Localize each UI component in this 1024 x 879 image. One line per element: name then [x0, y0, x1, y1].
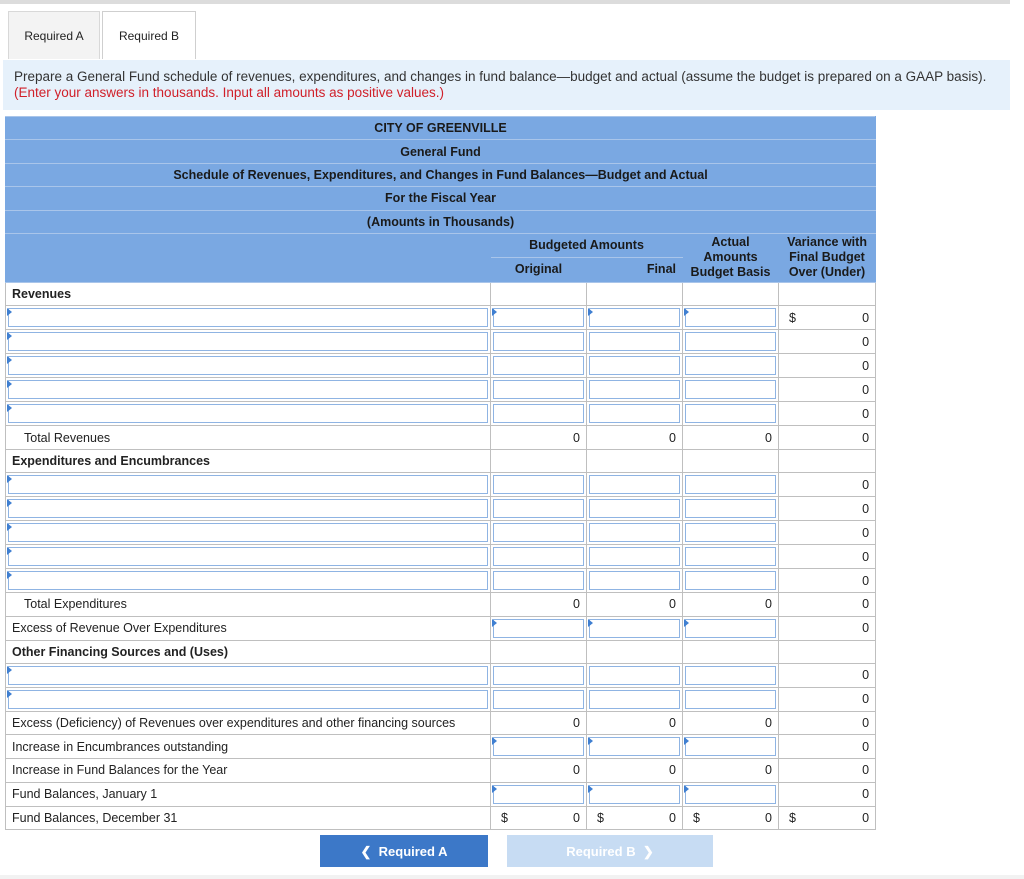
expenditure-actual-input[interactable]	[685, 475, 776, 494]
title-units: (Amounts in Thousands)	[6, 210, 876, 233]
excess-revenue-label: Excess of Revenue Over Expenditures	[6, 616, 491, 640]
total-expenditures-row	[6, 593, 876, 616]
expenditure-item-select[interactable]	[8, 499, 488, 518]
revenue-actual-input[interactable]	[685, 356, 776, 375]
currency-sign: $	[789, 310, 796, 325]
dropdown-arrow-icon	[492, 308, 497, 316]
header-final: Final	[587, 257, 683, 282]
prev-required-a-button[interactable]	[320, 835, 488, 867]
next-label: Required B	[566, 844, 636, 859]
revenue-original-input[interactable]	[493, 404, 584, 423]
total-revenues-original: 0	[491, 426, 587, 449]
fund-dec-original: 0	[573, 810, 580, 825]
dropdown-arrow-icon	[588, 308, 593, 316]
next-required-b-button[interactable]	[507, 835, 713, 867]
dropdown-arrow-icon	[7, 475, 12, 483]
revenue-item-select[interactable]	[8, 356, 488, 375]
table-row	[6, 402, 876, 426]
expenditure-actual-input[interactable]	[685, 499, 776, 518]
total-expenditures-label: Total Expenditures	[6, 593, 491, 616]
revenue-actual-input[interactable]	[685, 308, 776, 327]
total-expenditures-final: 0	[587, 593, 683, 616]
revenue-actual-input[interactable]	[685, 380, 776, 399]
financing-actual-input[interactable]	[685, 666, 776, 685]
revenue-item-select[interactable]	[8, 404, 488, 423]
total-revenues-row	[6, 426, 876, 449]
excess-deficiency-label: Excess (Deficiency) of Revenues over expenditures and other financing sources	[6, 711, 491, 734]
variance-value: 0	[779, 497, 876, 521]
variance-value: 0	[779, 569, 876, 593]
dropdown-arrow-icon	[7, 332, 12, 340]
table-row	[6, 306, 876, 330]
currency-sign: $	[789, 810, 796, 825]
title-period: For the Fiscal Year	[6, 187, 876, 210]
table-row	[6, 354, 876, 378]
fund-jan-original-input[interactable]	[493, 785, 584, 804]
expenditure-original-input[interactable]	[493, 523, 584, 542]
expenditure-item-select[interactable]	[8, 523, 488, 542]
dropdown-arrow-icon	[684, 619, 689, 627]
fund-jan-final-input[interactable]	[589, 785, 680, 804]
currency-sign: $	[693, 810, 700, 825]
section-other-financing: Other Financing Sources and (Uses)	[6, 640, 491, 663]
table-row	[6, 687, 876, 711]
fund-balances-jan-row	[6, 782, 876, 806]
revenue-item-select[interactable]	[8, 308, 488, 327]
variance-value: 0	[779, 378, 876, 402]
expenditure-final-input[interactable]	[589, 547, 680, 566]
excess-revenue-final-input[interactable]	[589, 619, 680, 638]
dropdown-arrow-icon	[7, 666, 12, 674]
dropdown-arrow-icon	[588, 785, 593, 793]
total-revenues-variance: 0	[779, 426, 876, 449]
dropdown-arrow-icon	[7, 690, 12, 698]
header-blank	[6, 233, 491, 282]
variance-value: 0	[779, 354, 876, 378]
currency-sign: $	[597, 810, 604, 825]
financing-item-select[interactable]	[8, 666, 488, 685]
variance-value: 0	[779, 687, 876, 711]
table-row	[6, 497, 876, 521]
tab-required-a[interactable]: Required A	[8, 11, 100, 59]
financing-original-input[interactable]	[493, 666, 584, 685]
table-row	[6, 663, 876, 687]
increase-fund-final: 0	[587, 759, 683, 782]
variance-value: 0	[779, 545, 876, 569]
excess-deficiency-variance: 0	[779, 711, 876, 734]
instructions-note: (Enter your answers in thousands. Input all amounts as positive values.)	[14, 85, 444, 100]
chevron-left-icon: ❮	[360, 844, 372, 859]
total-expenditures-original: 0	[491, 593, 587, 616]
increase-fund-actual: 0	[683, 759, 779, 782]
table-row	[6, 521, 876, 545]
excess-deficiency-row	[6, 711, 876, 734]
expenditure-actual-input[interactable]	[685, 571, 776, 590]
header-actual: Actual Amounts Budget Basis	[683, 233, 779, 282]
title-schedule: Schedule of Revenues, Expenditures, and Changes in Fund Balances—Budget and Actual	[6, 163, 876, 186]
expenditure-item-select[interactable]	[8, 547, 488, 566]
fund-jan-actual-input[interactable]	[685, 785, 776, 804]
currency-sign: $	[501, 810, 508, 825]
fund-balances-dec-row	[6, 806, 876, 829]
variance-value: 0	[779, 330, 876, 354]
fund-dec-final: 0	[669, 810, 676, 825]
encumbrances-original-input[interactable]	[493, 737, 584, 756]
expenditure-original-input[interactable]	[493, 475, 584, 494]
expenditure-original-input[interactable]	[493, 499, 584, 518]
bottom-divider	[0, 875, 1024, 879]
expenditure-final-input[interactable]	[589, 523, 680, 542]
table-row	[6, 330, 876, 354]
financing-item-select[interactable]	[8, 690, 488, 709]
revenue-original-input[interactable]	[493, 356, 584, 375]
variance-value: 0	[779, 473, 876, 497]
prev-label: Required A	[378, 844, 448, 859]
expenditure-item-select[interactable]	[8, 571, 488, 590]
table-row	[6, 473, 876, 497]
excess-revenue-original-input[interactable]	[493, 619, 584, 638]
excess-deficiency-actual: 0	[683, 711, 779, 734]
expenditure-original-input[interactable]	[493, 547, 584, 566]
increase-fund-balances-label: Increase in Fund Balances for the Year	[6, 759, 491, 782]
header-variance: Variance with Final Budget Over (Under)	[779, 233, 876, 282]
revenue-original-input[interactable]	[493, 332, 584, 351]
total-revenues-final: 0	[587, 426, 683, 449]
dropdown-arrow-icon	[492, 737, 497, 745]
dropdown-arrow-icon	[7, 308, 12, 316]
total-expenditures-actual: 0	[683, 593, 779, 616]
expenditure-final-input[interactable]	[589, 499, 680, 518]
section-expenditures: Expenditures and Encumbrances	[6, 449, 491, 472]
dropdown-arrow-icon	[588, 619, 593, 627]
chevron-right-icon: ❯	[642, 844, 654, 859]
dropdown-arrow-icon	[7, 571, 12, 579]
variance-value: 0	[862, 310, 870, 325]
increase-fund-original: 0	[491, 759, 587, 782]
header-original: Original	[491, 257, 587, 282]
financing-final-input[interactable]	[589, 666, 680, 685]
expenditure-actual-input[interactable]	[685, 523, 776, 542]
revenue-final-input[interactable]	[589, 332, 680, 351]
revenue-actual-input[interactable]	[685, 332, 776, 351]
table-row	[6, 569, 876, 593]
financing-actual-input[interactable]	[685, 690, 776, 709]
title-city: CITY OF GREENVILLE	[6, 117, 876, 140]
excess-revenue-actual-input[interactable]	[685, 619, 776, 638]
increase-encumbrances-row	[6, 735, 876, 759]
dropdown-arrow-icon	[7, 523, 12, 531]
total-revenues-actual: 0	[683, 426, 779, 449]
revenue-final-input[interactable]	[589, 404, 680, 423]
financing-final-input[interactable]	[589, 690, 680, 709]
financing-original-input[interactable]	[493, 690, 584, 709]
encumbrances-variance: 0	[779, 735, 876, 759]
dropdown-arrow-icon	[7, 499, 12, 507]
dropdown-arrow-icon	[7, 547, 12, 555]
revenue-item-select[interactable]	[8, 332, 488, 351]
revenue-original-input[interactable]	[493, 308, 584, 327]
total-revenues-label: Total Revenues	[6, 426, 491, 449]
variance-value: 0	[779, 402, 876, 426]
dropdown-arrow-icon	[684, 737, 689, 745]
schedule-table	[5, 116, 876, 830]
encumbrances-final-input[interactable]	[589, 737, 680, 756]
fund-balances-dec-label: Fund Balances, December 31	[6, 806, 491, 829]
excess-deficiency-original: 0	[491, 711, 587, 734]
instructions-panel	[3, 60, 1010, 110]
fund-jan-variance: 0	[779, 782, 876, 806]
encumbrances-actual-input[interactable]	[685, 737, 776, 756]
fund-dec-actual: 0	[765, 810, 772, 825]
revenue-final-input[interactable]	[589, 308, 680, 327]
revenue-original-input[interactable]	[493, 380, 584, 399]
revenue-final-input[interactable]	[589, 380, 680, 399]
expenditure-item-select[interactable]	[8, 475, 488, 494]
increase-encumbrances-label: Increase in Encumbrances outstanding	[6, 735, 491, 759]
dropdown-arrow-icon	[492, 785, 497, 793]
expenditure-original-input[interactable]	[493, 571, 584, 590]
increase-fund-variance: 0	[779, 759, 876, 782]
dropdown-arrow-icon	[492, 619, 497, 627]
expenditure-final-input[interactable]	[589, 475, 680, 494]
dropdown-arrow-icon	[684, 308, 689, 316]
excess-revenue-row	[6, 616, 876, 640]
dropdown-arrow-icon	[7, 404, 12, 412]
header-budgeted: Budgeted Amounts	[491, 233, 683, 257]
revenue-item-select[interactable]	[8, 380, 488, 399]
title-fund: General Fund	[6, 140, 876, 163]
instructions-text: Prepare a General Fund schedule of revenues, expenditures, and changes in fund balance—budget and actual (assume the budget is prepared on a GAAP basis).	[14, 69, 987, 84]
total-expenditures-variance: 0	[779, 593, 876, 616]
expenditure-final-input[interactable]	[589, 571, 680, 590]
dropdown-arrow-icon	[7, 356, 12, 364]
table-row	[6, 545, 876, 569]
table-row	[6, 378, 876, 402]
fund-balances-jan-label: Fund Balances, January 1	[6, 782, 491, 806]
tab-required-b[interactable]: Required B	[102, 11, 196, 59]
fund-dec-variance: 0	[862, 810, 870, 825]
top-divider	[0, 0, 1010, 4]
section-revenues: Revenues	[6, 282, 491, 305]
variance-value: 0	[779, 521, 876, 545]
revenue-final-input[interactable]	[589, 356, 680, 375]
variance-value: 0	[779, 663, 876, 687]
dropdown-arrow-icon	[588, 737, 593, 745]
excess-revenue-variance: 0	[779, 616, 876, 640]
excess-deficiency-final: 0	[587, 711, 683, 734]
dropdown-arrow-icon	[7, 380, 12, 388]
dropdown-arrow-icon	[684, 785, 689, 793]
revenue-actual-input[interactable]	[685, 404, 776, 423]
increase-fund-balances-row	[6, 759, 876, 782]
expenditure-actual-input[interactable]	[685, 547, 776, 566]
